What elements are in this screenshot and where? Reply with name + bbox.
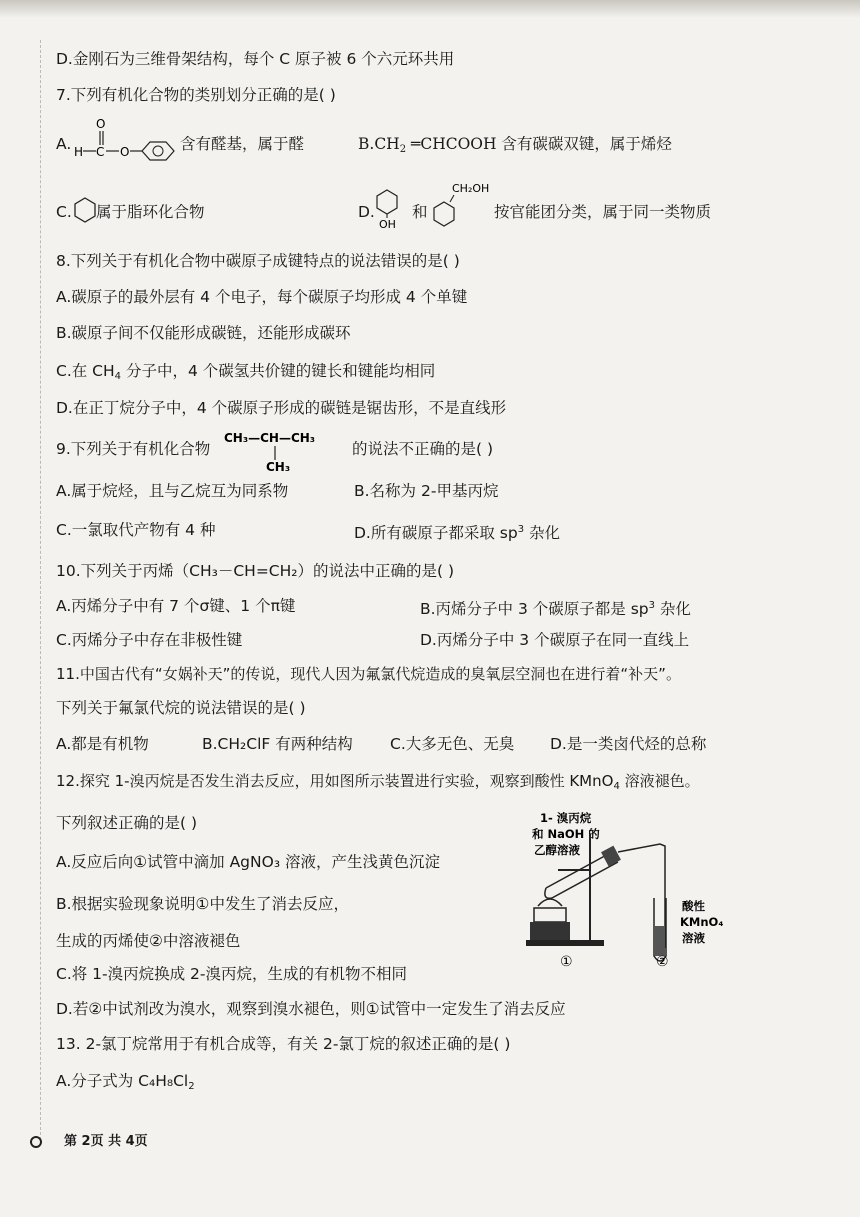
q8-option-d: D.在正丁烷分子中，4 个碳原子形成的碳链是锯齿形，不是直线形 [56,399,507,417]
isobutane-structure [222,428,352,474]
elimination-apparatus-figure [500,808,750,970]
q12-option-d: D.若②中试剂改为溴水，观察到溴水褪色，则①试管中一定发生了消去反应 [56,1000,566,1018]
fig-label-ethanol-solution: 乙醇溶液 [534,843,580,857]
q12-option-c: C.将 1-溴丙烷换成 2-溴丙烷，生成的有机物不相同 [56,965,408,983]
q10-option-c: C.丙烯分子中存在非极性键 [56,631,243,649]
q10-option-b: B.丙烯分子中 3 个碳原子都是 $sp^3$ 杂化 [420,600,691,618]
isobutane-chain-label: CH₃—CH—CH₃ [224,431,316,445]
q12-stem-line1: 12.探究 1-溴丙烷是否发生消去反应，用如图所示装置进行实验，观察到酸性 KMnO$_4$ 溶液褪色。 [56,772,700,792]
fig-mark-1: ① [560,954,573,970]
phenyl-formate-structure [74,118,182,162]
q9-option-c: C.一氯取代产物有 4 种 [56,521,216,539]
q12-option-b-line1: B.根据实验现象说明①中发生了消去反应， [56,895,349,913]
ch2oh-label: CH₂OH [452,182,490,195]
q11-option-d: D.是一类卤代烃的总称 [550,735,707,753]
page-number: 第 2页 共 4页 [64,1134,148,1149]
q9-stem-pre: 9.下列关于有机化合物 [56,440,211,458]
fig-label-naoh: 和 NaOH 的 [532,827,600,841]
q11-stem-line2: 下列关于氟氯代烷的说法错误的是( ) [56,699,306,717]
isobutane-branch-label: CH₃ [266,460,291,474]
fig-mark-2: ② [656,954,669,970]
q11-option-b: B.CH₂ClF 有两种结构 [202,735,353,753]
binding-hole-icon [30,1136,42,1148]
q9-option-a: A.属于烷烃，且与乙烷互为同系物 [56,482,289,500]
q12-option-b-line2: 生成的丙烯使②中溶液褪色 [56,932,241,950]
q7-option-c-text: 属于脂环化合物 [96,203,205,221]
fig-label-acidic: 酸性 [682,899,705,913]
q9-option-d: D.所有碳原子都采取 $sp^3$ 杂化 [354,524,561,542]
q13-stem: 13. 2-氯丁烷常用于有机合成等，有关 2-氯丁烷的叙述正确的是( ) [56,1035,511,1053]
q8-option-a: A.碳原子的最外层有 4 个电子，每个碳原子均形成 4 个单键 [56,288,468,306]
q7-option-a-text: 含有醛基，属于醛 [180,135,305,153]
q7-option-a-prefix: A. [56,135,72,153]
fig-label-kmno4: KMnO₄ [680,915,724,929]
q10-option-a: A.丙烯分子中有 7 个σ键、1 个π键 [56,597,296,615]
q12-stem-line2: 下列叙述正确的是( ) [56,814,198,832]
q6-option-d: D.金刚石为三维骨架结构，每个 C 原子被 6 个六元环共用 [56,50,455,68]
fig-label-bromopropane: 1- 溴丙烷 [540,811,592,825]
q11-option-a: A.都是有机物 [56,735,149,753]
q8-option-b: B.碳原子间不仅能形成碳链，还能形成碳环 [56,324,351,342]
phenol-oh-label: OH [379,218,396,230]
h-label: H [74,145,84,159]
q9-option-b: B.名称为 2-甲基丙烷 [354,482,499,500]
q10-option-d: D.丙烯分子中 3 个碳原子在同一直线上 [420,631,690,649]
q12-option-a: A.反应后向①试管中滴加 AgNO₃ 溶液，产生浅黄色沉淀 [56,853,440,871]
q7-option-d-mid: 和 [412,203,428,221]
benzene-ring-icon [72,196,98,226]
q8-option-c: C.在 $CH_4$ 分子中，4 个碳氢共价键的键长和键能均相同 [56,362,436,382]
q10-stem: 10.下列关于丙烯（CH₃－CH=CH₂）的说法中正确的是( ) [56,562,455,580]
scan-edge [0,0,860,18]
benzyl-alcohol-structure [430,180,496,228]
q7-stem: 7.下列有机化合物的类别划分正确的是( ) [56,86,336,104]
binding-margin-line [40,40,41,1140]
c-label: C [96,145,105,159]
phenol-structure [373,184,413,230]
q7-option-b: $B.CH_2$ ═CHCOOH 含有碳碳双键，属于烯烃 [358,135,672,155]
q7-option-d-prefix: D. [358,203,375,221]
q11-stem-line1: 11.中国古代有“女娲补天”的传说，现代人因为氟氯代烷造成的臭氧层空洞也在进行着“补天”。 [56,665,681,683]
ester-o-label: O [120,145,130,159]
q7-option-d-text: 按官能团分类，属于同一类物质 [494,203,712,221]
q11-option-c: C.大多无色、无臭 [390,735,515,753]
q8-stem: 8.下列关于有机化合物中碳原子成键特点的说法错误的是( ) [56,252,460,270]
q7-option-c-prefix: C. [56,203,72,221]
fig-label-solution: 溶液 [682,931,705,945]
q13-option-a: A.分子式为 $C_4H_8Cl_2$ [56,1072,195,1092]
carbonyl-o-label: O [96,118,106,131]
q9-stem-post: 的说法不正确的是( ) [352,440,494,458]
page-footer [30,1130,148,1149]
